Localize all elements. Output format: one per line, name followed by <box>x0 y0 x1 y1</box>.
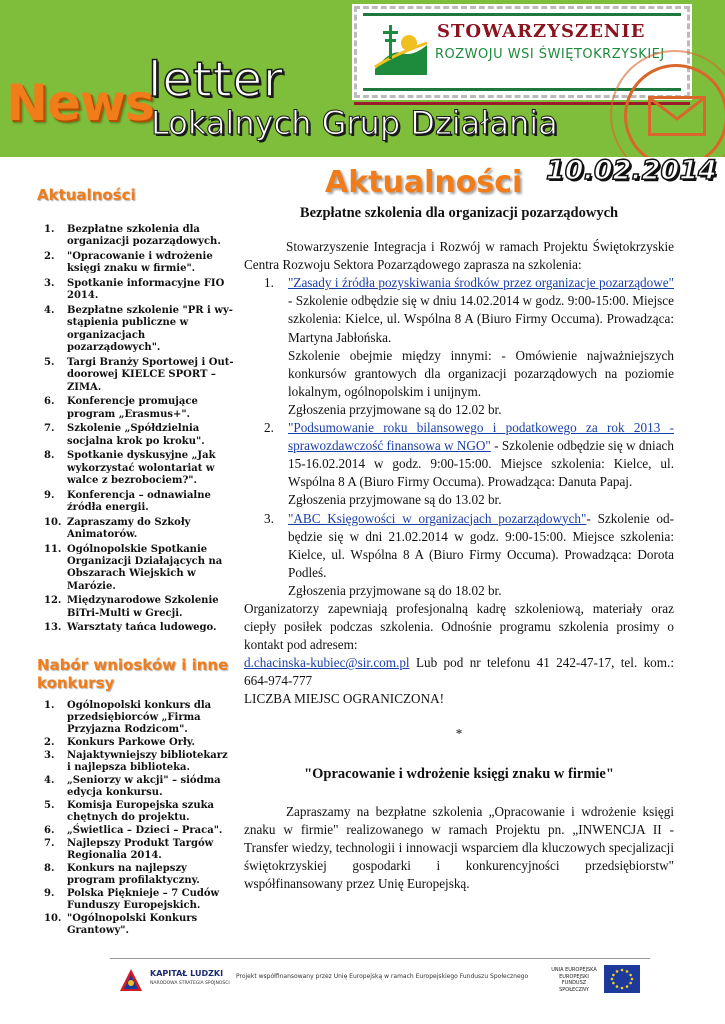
list-item: 4. „Seniorzy w akcji" – siódma edycja konkursu. <box>44 775 221 799</box>
eu-text: UNIA EUROPEJSKA EUROPEJSKI FUNDUSZ SPOŁECZNY <box>551 967 597 993</box>
email-link[interactable]: d.chacinska-kubiec@sir.com.pl <box>244 655 410 671</box>
organization-name: STOWARZYSZENIE <box>437 21 646 42</box>
course-item: 2. "Podsumowanie roku bilansowego i podatkowego za rok 2013 - sprawozdawczość finansowa w NGO" - Szkolenie odbędzie się w dniach 15-16.02.2014 w godz. 9:00-15:00. Miejsce szkolenia: Kielce, ul. Wspólna 8 A (Biuro Firmy Occuma). Prowadząca: Danuta Papaj. Zgłoszenia przyjmowane są do 13.02 br. <box>264 419 674 509</box>
list-item: 3. Najaktywniejszy bibliotekarz i najlepsza biblioteka. <box>44 750 228 774</box>
article2-body: Zapraszamy na bezpłatne szkolenia „Opracowanie i wdrożenie księgi znaku w firmie" realizowanego w ramach Projektu pn. „INWENCJA II - Transfer wiedzy, technologii i innowacji wsparciem dla kluczowych specjalizacji świętokrzyskiej gospodarki i konkurencyjności przedsiębiorstw" współfinansowany przez Unię Europejską. <box>244 803 674 892</box>
sidebar-news-list <box>44 224 234 637</box>
course-list <box>264 274 674 600</box>
separator: * <box>455 725 463 741</box>
course-item: 1. "Zasady i źródła pozyskiwania środków przez organizacje pozarządowe" - Szkolenie odbędzie się w dniu 14.02.2014 w godz. 9:00-15:00. Miejsce szkolenia: Kielce, ul. Wspólna 8 A (Biuro Firmy Occuma). Prowadząca: Martyna Jabłońska. Szkolenie obejmie między innymi: - Omówienie najważniejszych konkursów grantowych dla organizacji pozarządowych na poziomie lokalnym, ogólnopolskim i unijnym. Zgłoszenia przyjmowane są do 12.02 br. <box>264 274 674 419</box>
sidebar-competition-list <box>44 700 234 938</box>
list-item: 5. Komisja Europejska szuka chętnych do projektu. <box>44 800 215 824</box>
envelope-icon <box>648 96 706 136</box>
issue-date: 10.02.2014 <box>546 155 717 186</box>
list-item: 4. Bezpłatne szkolenie "PR i wystąpienia publiczne w organizacjach pozarządowych". <box>44 305 233 354</box>
eu-flag-icon <box>604 965 640 993</box>
course-link[interactable]: "Zasady i źródła pozyskiwania środków przez organizacje pozarządowe" <box>288 275 674 291</box>
course-extra: Szkolenie obejmie między innymi: - Omówienie najważniejszych konkursów grantowych dla organizacji pozarządowych na poziomie lokalnym, ogólnopolskim i unijnym. <box>288 347 674 399</box>
list-item: 7. Szkolenie „Spółdzielnia socjalna krok po kroku". <box>44 423 205 447</box>
footer-logos <box>110 958 650 1002</box>
list-item: 2. "Opracowanie i wdrożenie księgi znaku w firmie". <box>44 251 213 275</box>
list-item: 12. Międzynarodowe Szkolenie BiTri-Multi w Grecji. <box>44 595 219 619</box>
course-deadline: Zgłoszenia przyjmowane są do 18.02 br. <box>288 582 502 598</box>
course-deadline: Zgłoszenia przyjmowane są do 12.02 br. <box>288 401 502 417</box>
article-outro: Organizatorzy zapewniają profesjonalną kadrę szkoleniową, materiały oraz ciepły posiłek podczas szkolenia. Odnośnie programu szkolenia prosimy o kontakt pod adresem: <box>244 600 674 653</box>
limit-notice: LICZBA MIEJSC OGRANICZONA! <box>244 691 445 707</box>
kapital-ludzki-name: KAPITAŁ LUDZKI <box>150 969 224 978</box>
course-link[interactable]: "ABC Księgowości w organizacjach pozarządowych" <box>288 510 587 526</box>
title-letter: letter <box>148 52 284 108</box>
contact-line: d.chacinska-kubiec@sir.com.pl Lub pod nr telefonu 41 242-47-17, tel. kom.: 664-974-777 <box>244 655 674 689</box>
organization-subtitle: ROZWOJU WSI ŚWIĘTOKRZYSKIEJ <box>435 47 665 62</box>
title-subtitle: Lokalnych Grup Działania <box>151 104 558 142</box>
footer-cofinancing: Projekt współfinansowany przez Unię Europejską w ramach Europejskiego Funduszu Społecznego <box>236 973 529 980</box>
course-item: 3. "ABC Księgowości w organizacjach pozarządowych"- Szkolenie odbędzie się w dni 21.02.2014 w godz. 9:00-15:00. Miejsce szkolenia: Kielce, ul. Wspólna 8 A (Biuro Firmy Occuma). Prowadząca: Dorota Podleś. Zgłoszenia przyjmowane są do 18.02 br. <box>264 510 674 600</box>
list-item: 11. Ogólnopolskie Spotkanie Organizacji Działających na Obszarach Wiejskich w Marózie. <box>44 543 223 592</box>
sidebar-heading-competitions: Nabór wniosków i inne konkursy <box>37 656 229 692</box>
list-item: 9. Polska Pięknieje – 7 Cudów Funduszy Europejskich. <box>44 887 220 911</box>
list-item: 10. "Ogólnopolski Konkurs Grantowy". <box>44 912 198 936</box>
list-item: 6. Konferencje promujące program „Erasmus+". <box>44 396 198 420</box>
main-content <box>244 204 674 893</box>
list-item: 1. Ogólnopolski konkurs dla przedsiębiorców „Firma Przyjazna Rodzicom". <box>44 700 212 736</box>
list-item: 9. Konferencja – odnawialne źródła energii. <box>44 489 211 514</box>
article2-title: "Opracowanie i wdrożenie księgi znaku w firmie" <box>304 765 614 782</box>
list-item: 7. Najlepszy Produkt Targów Regionalia 2014. <box>44 837 214 861</box>
course-deadline: Zgłoszenia przyjmowane są do 13.02 br. <box>288 492 502 508</box>
list-item: 3. Spotkanie informacyjne FIO 2014. <box>44 278 225 302</box>
organization-logo-icon <box>371 19 431 81</box>
kapital-ludzki-logo-icon <box>118 967 144 993</box>
article-title: Bezpłatne szkolenia dla organizacji pozarządowych <box>299 205 619 221</box>
list-item: 2. Konkurs Parkowe Orły. <box>44 737 196 749</box>
newsletter-header <box>0 0 725 157</box>
list-item: 8. Spotkanie dyskusyjne „Jak wykorzystać wolontariat w walce z bezrobociem?". <box>44 450 216 487</box>
list-item: 5. Targi Branży Sportowej i Outdoorowej KIELCE SPORT – ZIMA. <box>44 356 234 393</box>
course-link[interactable]: "Podsumowanie roku bilansowego i podatkowego za rok 2013 - sprawozdawczość finansowa w NGO" <box>288 420 674 454</box>
article-intro: Stowarzyszenie Integracja i Rozwój w ramach Projektu Świętokrzyskie Centra Rozwoju Sektora Pozarządowego zaprasza na szkolenia: <box>244 239 674 273</box>
list-item: 10. Zapraszamy do Szkoły Animatorów. <box>44 516 191 541</box>
sidebar-heading-news: Aktualności <box>37 186 136 204</box>
kapital-ludzki-sub: NARODOWA STRATEGIA SPÓJNOŚCI <box>150 981 230 986</box>
list-item: 8. Konkurs na najlepszy program profilaktyczny. <box>44 862 200 886</box>
list-item: 1. Bezpłatne szkolenia dla organizacji pozarządowych. <box>44 224 221 248</box>
title-news: News <box>6 74 154 132</box>
list-item: 6. „Świetlica – Dzieci – Praca". <box>44 825 223 836</box>
list-item: 13. Warsztaty tańca ludowego. <box>44 622 217 634</box>
section-heading: Aktualności <box>325 165 523 200</box>
